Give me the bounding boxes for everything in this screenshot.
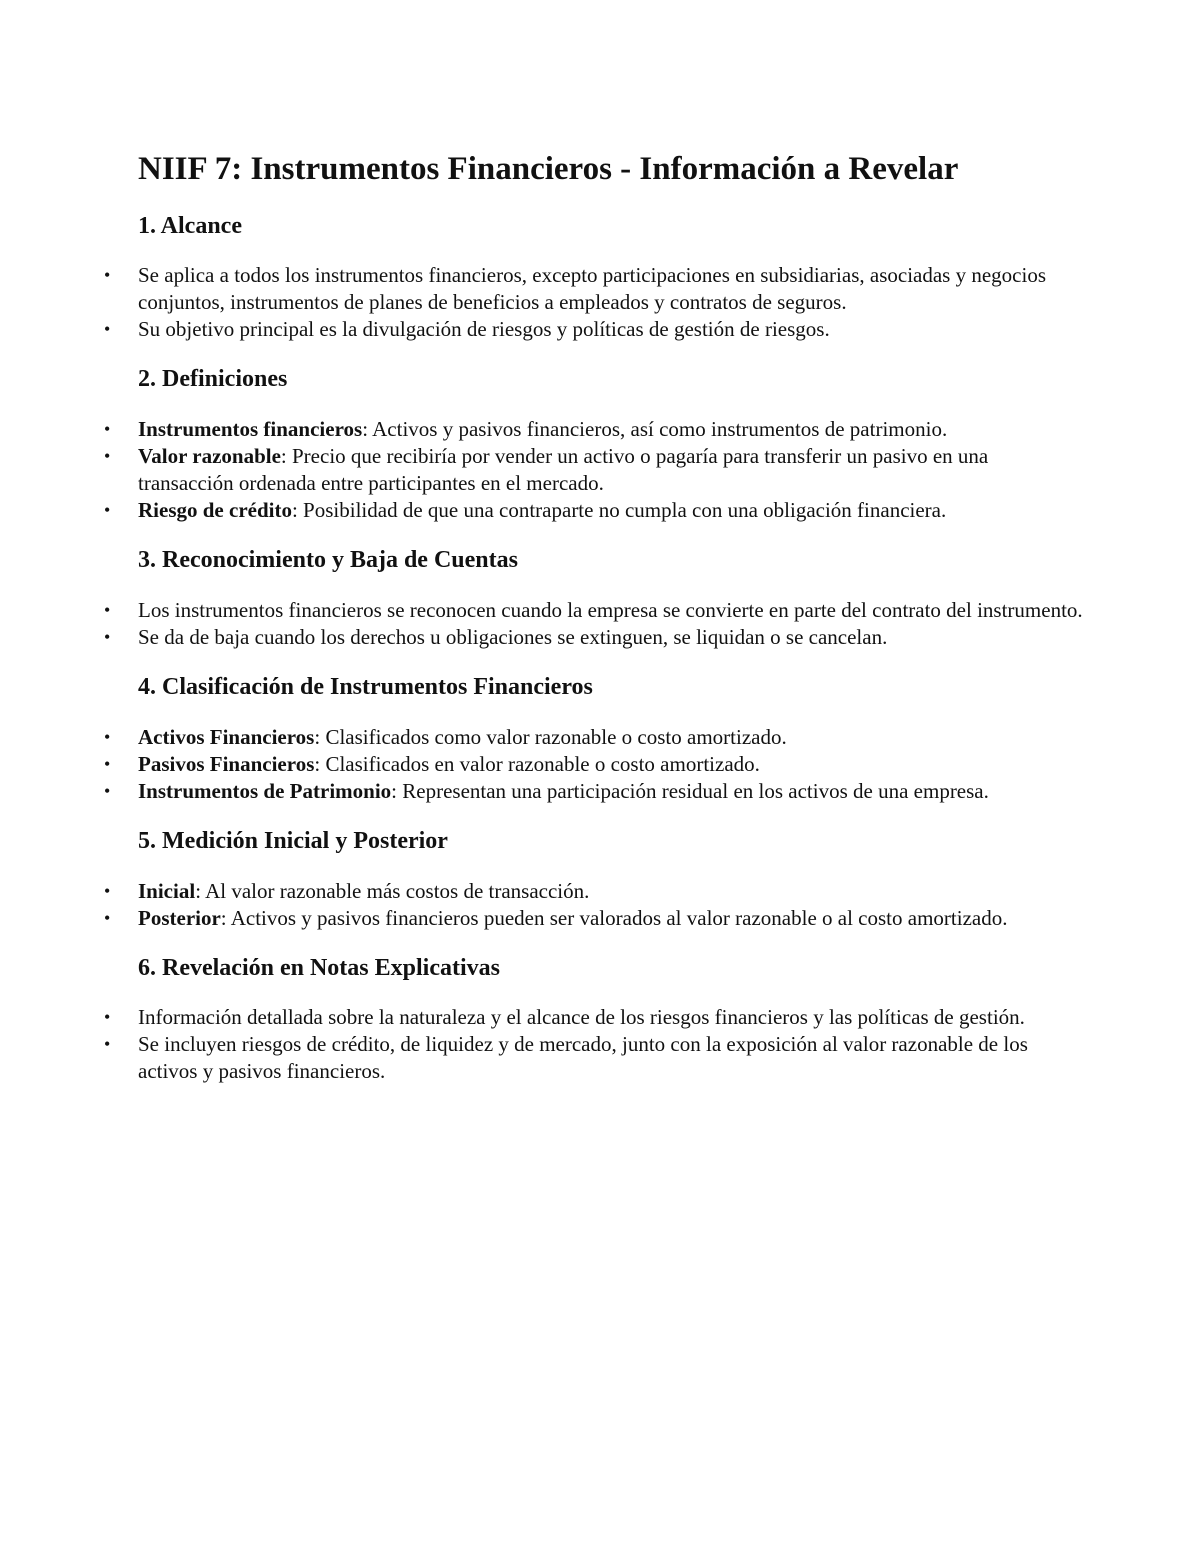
definition-term: Instrumentos financieros: [138, 417, 363, 442]
section-list: [104, 416, 1083, 524]
definition-term: Instrumentos de Patrimonio: [138, 778, 392, 803]
definition-term: Pasivos Financieros: [138, 751, 315, 776]
section-list: [104, 262, 1083, 343]
bullet-icon: •: [104, 726, 111, 747]
bullet-icon: •: [104, 419, 111, 440]
list-item-text: Se incluyen riesgos de crédito, de liquidez y de mercado, junto con la exposición al valor razonable de los activos y pasivos financieros.: [138, 1032, 1028, 1084]
document-page: [104, 150, 1083, 1107]
bullet-icon: •: [104, 1007, 111, 1028]
definition-term: Activos Financieros: [138, 724, 315, 749]
list-item-text: : Precio que recibiría por vender un activo o pagaría para transferir un pasivo en una transacción ordenada entre participantes en el mercado.: [138, 444, 989, 496]
list-item-text: Los instrumentos financieros se reconocen cuando la empresa se convierte en parte del contrato del instrumento.: [138, 597, 1083, 622]
bullet-icon: •: [104, 446, 111, 467]
list-item: [104, 724, 1083, 751]
list-item: [104, 497, 1083, 524]
section-list: [104, 724, 1083, 805]
section-heading: 4. Clasificación de Instrumentos Financieros: [138, 673, 593, 700]
list-item: [104, 624, 1083, 651]
section-heading: 6. Revelación en Notas Explicativas: [138, 954, 500, 981]
section-heading: 1. Alcance: [138, 212, 242, 239]
bullet-icon: •: [104, 753, 111, 774]
bullet-icon: •: [104, 907, 111, 928]
list-item-text: : Activos y pasivos financieros, así como instrumentos de patrimonio.: [362, 417, 948, 442]
definition-term: Valor razonable: [138, 444, 281, 469]
list-item-text: Su objetivo principal es la divulgación de riesgos y políticas de gestión de riesgos.: [138, 317, 830, 342]
sections-container: [104, 212, 1083, 1086]
bullet-icon: •: [104, 319, 111, 340]
list-item: [104, 597, 1083, 624]
list-item-text: Se aplica a todos los instrumentos financieros, excepto participaciones en subsidiarias, asociadas y negocios conjuntos, instrumentos de planes de beneficios a empleados y contratos de seguros.: [138, 263, 1046, 315]
list-item: [104, 878, 1083, 905]
definition-term: Inicial: [138, 878, 196, 903]
list-item-text: : Clasificados en valor razonable o costo amortizado.: [314, 751, 760, 776]
list-item: [104, 262, 1083, 316]
list-item-text: Se da de baja cuando los derechos u obligaciones se extinguen, se liquidan o se cancelan.: [138, 624, 888, 649]
list-item: [104, 316, 1083, 343]
section-heading: 2. Definiciones: [138, 366, 288, 393]
list-item: [104, 1031, 1083, 1085]
bullet-icon: •: [104, 599, 111, 620]
list-item-text: : Clasificados como valor razonable o costo amortizado.: [314, 724, 787, 749]
bullet-icon: •: [104, 1034, 111, 1055]
section-heading: 5. Medición Inicial y Posterior: [138, 827, 448, 854]
list-item: [104, 443, 1083, 497]
section-list: [104, 878, 1083, 932]
list-item-text: : Representan una participación residual en los activos de una empresa.: [391, 778, 989, 803]
bullet-icon: •: [104, 626, 111, 647]
list-item-text: : Al valor razonable más costos de transacción.: [195, 878, 590, 903]
section-list: [104, 597, 1083, 651]
list-item-text: : Posibilidad de que una contraparte no cumpla con una obligación financiera.: [291, 498, 947, 523]
bullet-icon: •: [104, 500, 111, 521]
list-item: [104, 751, 1083, 778]
list-item-text: Información detallada sobre la naturaleza y el alcance de los riesgos financieros y las políticas de gestión.: [138, 1005, 1025, 1030]
list-item: [104, 1004, 1083, 1031]
section-heading: 3. Reconocimiento y Baja de Cuentas: [138, 547, 518, 574]
bullet-icon: •: [104, 880, 111, 901]
list-item-text: : Activos y pasivos financieros pueden ser valorados al valor razonable o al costo amortizado.: [220, 905, 1008, 930]
list-item: [104, 778, 1083, 805]
definition-term: Riesgo de crédito: [138, 498, 292, 523]
bullet-icon: •: [104, 265, 111, 286]
list-item: [104, 905, 1083, 932]
document-title: NIIF 7: Instrumentos Financieros - Información a Revelar: [138, 151, 959, 187]
bullet-icon: •: [104, 780, 111, 801]
section-list: [104, 1004, 1083, 1085]
definition-term: Posterior: [138, 905, 221, 930]
list-item: [104, 416, 1083, 443]
